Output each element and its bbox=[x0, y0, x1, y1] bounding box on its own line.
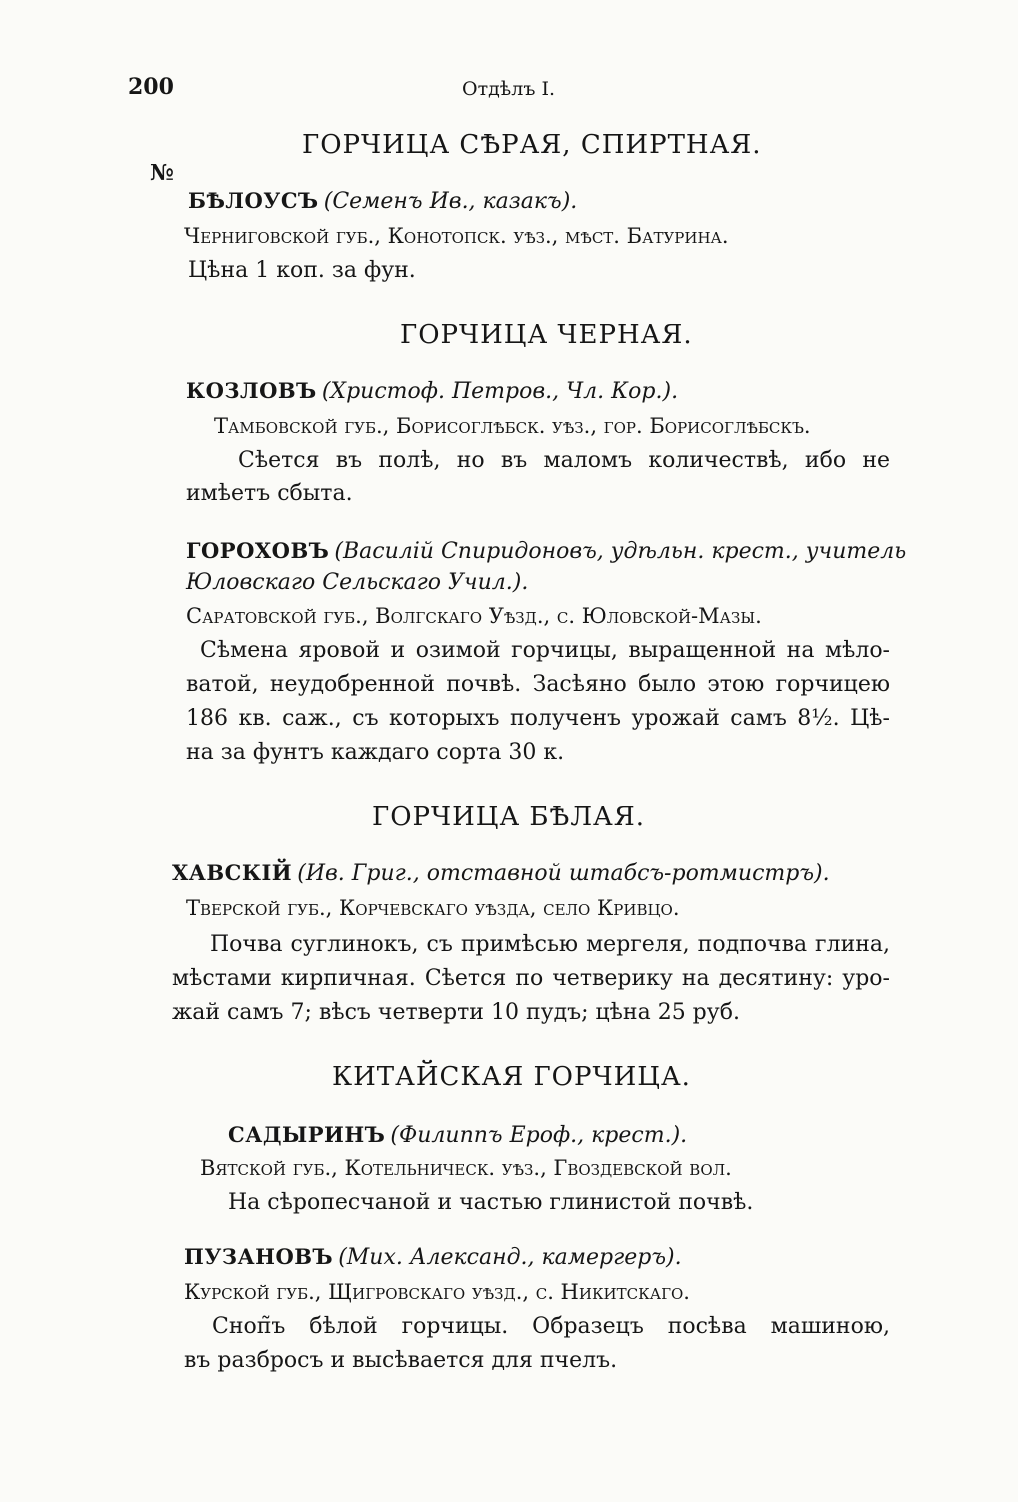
entry-location: Саратовской губ., Волгскаго Уѣзд., с. Юловской-Мазы. bbox=[186, 604, 762, 628]
entry-header bbox=[172, 860, 830, 886]
entry-details: (Мих. Александ., камергеръ). bbox=[338, 1245, 682, 1270]
entry-name: ХАВСКІЙ bbox=[172, 860, 293, 885]
section-header: Отдѣлъ I. bbox=[462, 78, 555, 100]
entry-text: Сѣется въ полѣ, но въ маломъ количествѣ, ибо не bbox=[238, 448, 890, 473]
entry-text: въ разбросъ и высѣвается для пчелъ. bbox=[184, 1348, 618, 1373]
entry-name: КОЗЛОВЪ bbox=[186, 378, 317, 403]
entry-text: жай самъ 7; вѣсъ четверти 10 пудъ; цѣна 25 руб. bbox=[172, 1000, 740, 1025]
entry-location: Курской губ., Щигровскаго уѣзд., с. Никитскаго. bbox=[184, 1280, 690, 1304]
entry-name: ПУЗАНОВЪ bbox=[184, 1244, 334, 1269]
entry-header bbox=[186, 538, 906, 564]
entry-text: Почва суглинокъ, съ примѣсью мергеля, подпочва глина, bbox=[210, 932, 890, 957]
entry-details: (Филиппъ Ероф., крест.). bbox=[390, 1123, 688, 1148]
entry-text: 186 кв. саж., съ которыхъ полученъ урожай самъ 8½. Цѣ- bbox=[186, 706, 890, 731]
entry-location: Черниговской губ., Конотопск. уѣз., мѣст. Батурина. bbox=[184, 224, 729, 248]
entry-text: имѣетъ сбыта. bbox=[186, 481, 353, 506]
number-mark: № bbox=[150, 160, 174, 186]
entry-header bbox=[188, 188, 577, 214]
entry-details-continued: Юловскаго Сельскаго Учил.). bbox=[186, 570, 529, 595]
entry-text: На сѣропесчаной и частью глинистой почвѣ. bbox=[228, 1190, 754, 1215]
section-heading-black-mustard: ГОРЧИЦА ЧЕРНАЯ. bbox=[400, 320, 693, 350]
entry-details: (Семенъ Ив., казакъ). bbox=[323, 189, 578, 214]
entry-text: на за фунтъ каждаго сорта 30 к. bbox=[186, 740, 565, 765]
section-heading-chinese-mustard: КИТАЙСКАЯ ГОРЧИЦА. bbox=[332, 1062, 691, 1092]
section-heading-white-mustard: ГОРЧИЦА БѢЛАЯ. bbox=[372, 802, 645, 832]
entry-header bbox=[184, 1244, 682, 1270]
entry-name: ГОРОХОВЪ bbox=[186, 538, 330, 563]
entry-header bbox=[228, 1122, 687, 1148]
entry-text: Сноп̃ъ бѣлой горчицы. Образецъ посѣва машиною, bbox=[212, 1314, 890, 1339]
entry-name: БѢЛОУСЪ bbox=[188, 188, 319, 213]
entry-location: Тамбовской губ., Борисоглѣбск. уѣз., гор. Борисоглѣбскъ. bbox=[214, 414, 811, 438]
entry-text: ватой, неудобренной почвѣ. Засѣяно было этою горчицею bbox=[186, 672, 890, 697]
entry-header bbox=[186, 378, 678, 404]
page-number: 200 bbox=[128, 74, 174, 100]
entry-location: Тверской губ., Корчевскаго уѣзда, село Кривцо. bbox=[186, 896, 680, 920]
entry-details: (Василій Спиридоновъ, удѣльн. крест., учитель bbox=[334, 539, 907, 564]
entry-details: (Христоф. Петров., Чл. Кор.). bbox=[321, 379, 679, 404]
entry-details: (Ив. Григ., отставной штабсъ-ротмистръ). bbox=[297, 861, 830, 886]
entry-text: Цѣна 1 коп. за фун. bbox=[188, 258, 416, 283]
section-heading-gray-mustard: ГОРЧИЦА СѢРАЯ, СПИРТНАЯ. bbox=[302, 130, 762, 160]
entry-name: САДЫРИНЪ bbox=[228, 1122, 386, 1147]
entry-location: Вятской губ., Котельническ. уѣз., Гвоздевской вол. bbox=[200, 1156, 732, 1180]
entry-text: мѣстами кирпичная. Сѣется по четверику на десятину: уро- bbox=[172, 966, 890, 991]
entry-text: Сѣмена яровой и озимой горчицы, выращенной на мѣло- bbox=[200, 638, 890, 663]
